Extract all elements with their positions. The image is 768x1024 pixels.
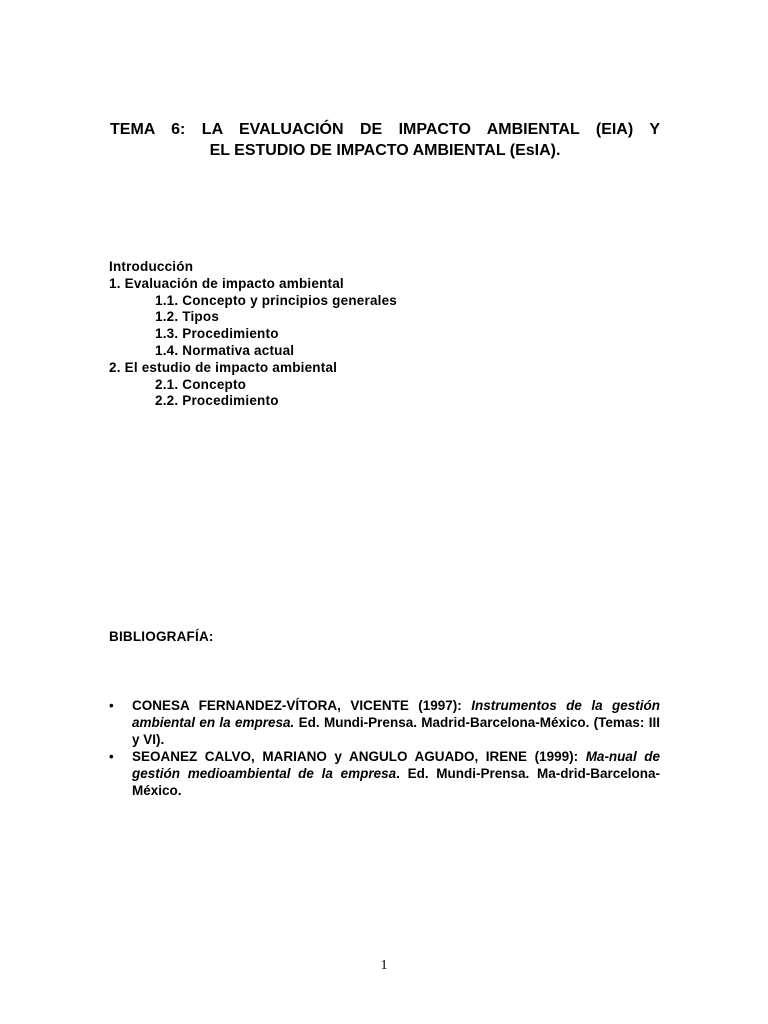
entry-authors: SEOANEZ CALVO, MARIANO y ANGULO AGUADO, IRENE (1999): xyxy=(132,749,586,764)
table-of-contents xyxy=(109,259,669,410)
entry-authors: CONESA FERNANDEZ-VÍTORA, VICENTE (1997): xyxy=(132,698,472,713)
bullet-icon: • xyxy=(109,749,114,764)
toc-item-2-1: 2.1. Concepto xyxy=(155,376,247,392)
entry-book-title: Ma-nual de gestión medioambiental de la empresa xyxy=(132,749,660,781)
bibliography-entry xyxy=(109,697,660,748)
entry-book-title: Instrumentos de la gestión ambiental en la empresa. xyxy=(132,698,660,730)
toc-item-1-2: 1.2. Tipos xyxy=(155,309,220,325)
entry-publisher: . Ed. Mundi-Prensa. Ma-drid-Barcelona-México. xyxy=(132,766,661,798)
toc-item-introduccion: Introducción xyxy=(109,259,194,274)
toc-item-1-1: 1.1. Concepto y principios generales xyxy=(155,292,398,308)
bibliography-list xyxy=(109,697,660,799)
title-line-1: TEMA 6: LA EVALUACIÓN DE IMPACTO AMBIENTAL (EIA) Y xyxy=(110,121,660,138)
toc-item-2-2: 2.2. Procedimiento xyxy=(155,393,279,409)
bullet-icon: • xyxy=(109,698,114,713)
page-number: 1 xyxy=(380,958,388,973)
toc-item-1: 1. Evaluación de impacto ambiental xyxy=(109,275,344,291)
title-line-2: EL ESTUDIO DE IMPACTO AMBIENTAL (EsIA). xyxy=(209,142,561,159)
document-title xyxy=(110,119,660,161)
bibliography-heading: BIBLIOGRAFÍA: xyxy=(109,629,214,644)
bibliography-entry xyxy=(109,748,660,799)
toc-item-1-4: 1.4. Normativa actual xyxy=(155,342,295,358)
toc-item-2: 2. El estudio de impacto ambiental xyxy=(109,359,338,375)
entry-publisher: Ed. Mundi-Prensa. Madrid-Barcelona-México. (Temas: III y VI). xyxy=(132,715,660,747)
toc-item-1-3: 1.3. Procedimiento xyxy=(155,326,279,342)
